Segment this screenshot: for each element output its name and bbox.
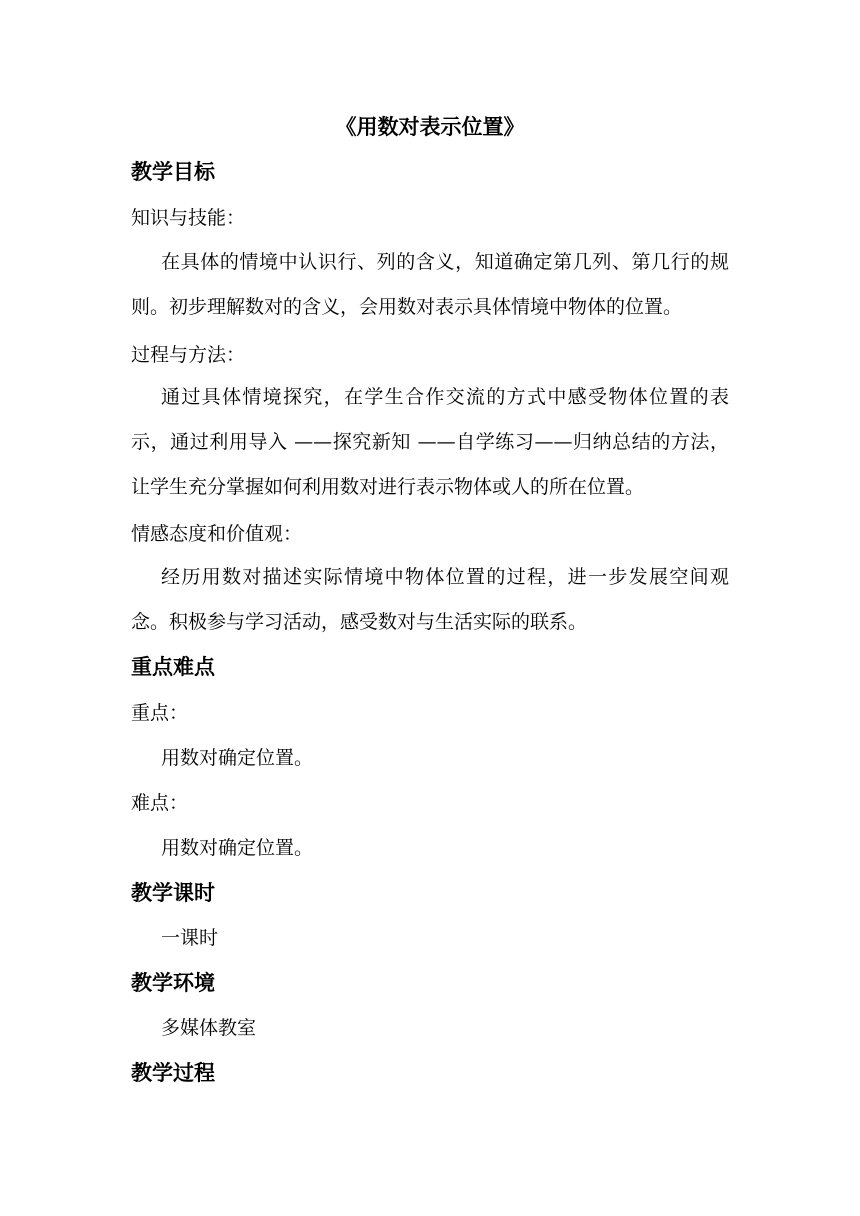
paragraph-process-method: 通过具体情境探究，在学生合作交流的方式中感受物体位置的表示，通过利用导入 ——探究新知 ——自学练习——归纳总结的方法，让学生充分掌握如何利用数对进行表示物体或人的所在位置。 [131,386,729,498]
document-title: 《用数对表示位置》 [335,114,525,139]
label-focus: 重点： [131,702,189,724]
text-environment: 多媒体教室 [161,1017,257,1039]
label-difficulty: 难点： [131,792,189,814]
paragraph-knowledge-skills: 在具体的情境中认识行、列的含义，知道确定第几列、第几行的规则。初步理解数对的含义，会用数对表示具体情境中物体的位置。 [131,251,729,318]
paragraph-emotion-values: 经历用数对描述实际情境中物体位置的过程，进一步发展空间观念。积极参与学习活动，感受数对与生活实际的联系。 [131,566,729,633]
heading-teaching-process: 教学过程 [131,1061,215,1085]
text-difficulty: 用数对确定位置。 [161,837,314,859]
label-emotion-values: 情感态度和价值观： [131,523,303,545]
heading-environment: 教学环境 [131,971,215,995]
text-class-hours: 一课时 [161,927,219,949]
label-knowledge-skills: 知识与技能： [131,207,246,229]
label-process-method: 过程与方法： [131,344,246,366]
text-focus: 用数对确定位置。 [161,747,314,769]
heading-key-points: 重点难点 [131,655,215,679]
heading-objectives: 教学目标 [131,160,215,184]
heading-class-hours: 教学课时 [131,881,215,905]
